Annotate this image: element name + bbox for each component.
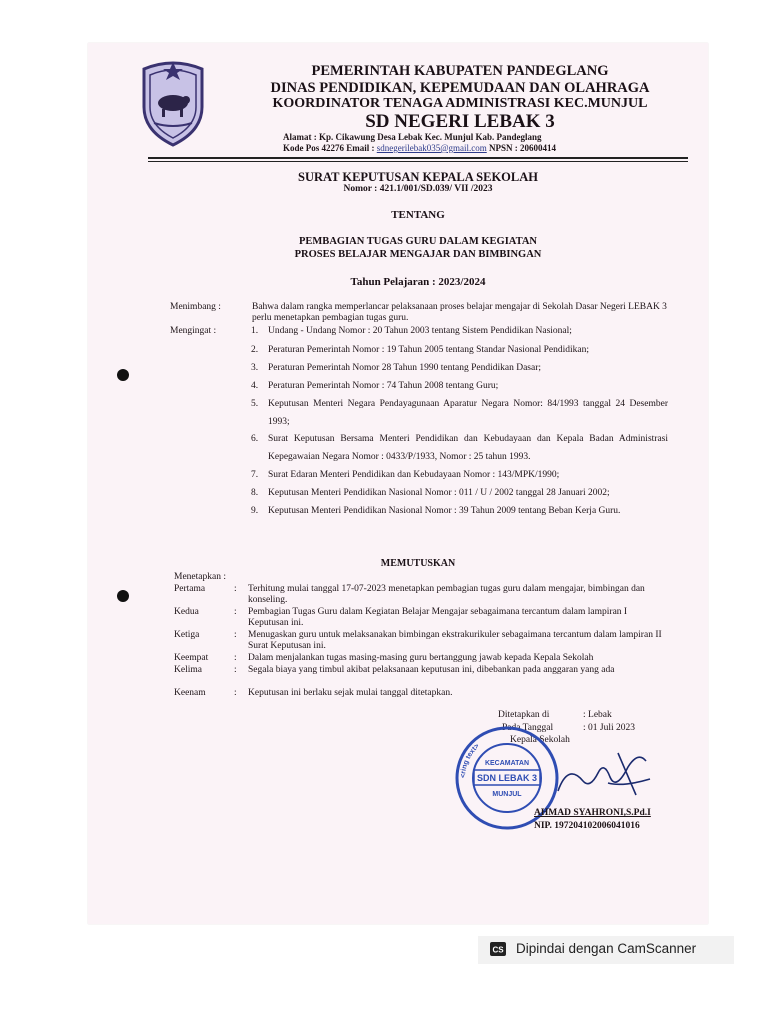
mengingat-item-4: Peraturan Pemerintah Nomor : 74 Tahun 2008 tentang Guru; [268, 381, 499, 391]
mengingat-item-7: Surat Edaran Menteri Pendidikan dan Kebudayaan Nomor : 143/MPK/1990; [268, 470, 560, 480]
decision-text-keenam: Keputusan ini berlaku sejak mulai tanggal ditetapkan. [248, 688, 453, 698]
menetapkan-label: Menetapkan : [174, 572, 226, 582]
stamp-ring-text: <ring text> [459, 742, 481, 779]
decision-label-pertama: Pertama [174, 584, 206, 594]
tentang-heading: TENTANG [391, 209, 445, 221]
ditetapkan-value: : Lebak [583, 710, 612, 720]
signatory-nip: NIP. 197204102006041016 [534, 821, 640, 831]
mengingat-num-9: 9. [251, 506, 259, 516]
footer-text: Dipindai dengan CamScanner [516, 941, 697, 956]
menimbang-label: Menimbang : [170, 302, 221, 312]
decision-colon: : [234, 630, 237, 640]
mengingat-num-6: 6. [251, 434, 259, 444]
ditetapkan-label: Ditetapkan di [498, 710, 550, 720]
pandeglang-emblem-icon [136, 59, 210, 147]
decision-colon: : [234, 665, 237, 675]
decision-label-keenam: Keenam [174, 688, 206, 698]
memutuskan-heading: MEMUTUSKAN [380, 558, 456, 569]
school-name: SD NEGERI LEBAK 3 [365, 111, 555, 132]
camscanner-logo-icon [490, 942, 506, 956]
document-number: Nomor : 421.1/001/SD.039/ VII /2023 [343, 184, 493, 194]
camscanner-footer [478, 936, 734, 964]
school-address: Alamat : Kp. Cikawung Desa Lebak Kec. Munjul Kab. Pandeglang [283, 132, 542, 142]
letterhead-rule-thin [148, 161, 688, 162]
subject-line-1: PEMBAGIAN TUGAS GURU DALAM KEGIATAN [298, 236, 537, 247]
mengingat-item-6: Surat Keputusan Bersama Menteri Pendidikan dan Kebudayaan dan Kepala Badan Administrasi Kepegawaian Negara Nomor : 0433/P/1933, Nomor : 25 tahun 1993. [268, 434, 668, 462]
letterhead [88, 43, 708, 163]
decision-colon: : [234, 607, 237, 617]
tanggal-value: : 01 Juli 2023 [583, 723, 635, 733]
decision-text-kelima: Segala biaya yang timbul akibat pelaksanaan keputusan ini, dibebankan pada anggaran yang ada [248, 665, 615, 675]
decision-label-kelima: Kelima [174, 665, 202, 675]
mengingat-num-7: 7. [251, 470, 259, 480]
decision-label-keempat: Keempat [174, 653, 209, 663]
letterhead-line-2: DINAS PENDIDIKAN, KEPEMUDAAN DAN OLAHRAGA [270, 80, 650, 96]
mengingat-item-2: Peraturan Pemerintah Nomor : 19 Tahun 2005 tentang Standar Nasional Pendidikan; [268, 345, 590, 355]
school-contact [283, 143, 556, 153]
mengingat-num-5: 5. [251, 399, 259, 409]
academic-year: Tahun Pelajaran : 2023/2024 [350, 276, 486, 288]
stamp-center-text: SDN LEBAK 3 [476, 773, 538, 783]
decision-label-ketiga: Ketiga [174, 630, 200, 640]
mengingat-item-1: Undang - Undang Nomor : 20 Tahun 2003 tentang Sistem Pendidikan Nasional; [268, 326, 572, 336]
decision-colon: : [234, 584, 237, 594]
mengingat-item-9: Keputusan Menteri Pendidikan Nasional Nomor : 39 Tahun 2009 tentang Beban Kerja Guru. [268, 506, 621, 516]
tanggal-label: Pada Tanggal [502, 723, 554, 733]
handwritten-signature-icon [548, 743, 658, 803]
mengingat-num-3: 3. [251, 363, 259, 373]
decision-text-pertama: Terhitung mulai tanggal 17-07-2023 menetapkan pembagian tugas guru dalam mengajar, bimbingan dan konseling. [248, 584, 645, 605]
letterhead-rule-thick [148, 157, 688, 159]
menimbang-text: Bahwa dalam rangka memperlancar pelaksanaan proses belajar mengajar di Sekolah Dasar Negeri LEBAK 3 perlu menetapkan pembagian tugas guru. [252, 302, 667, 323]
npsn: NPSN : 20600414 [489, 143, 557, 153]
document-title: SURAT KEPUTUSAN KEPALA SEKOLAH [298, 170, 538, 184]
mengingat-item-8: Keputusan Menteri Pendidikan Nasional Nomor : 011 / U / 2002 tanggal 28 Januari 2002; [268, 488, 610, 498]
decision-text-ketiga: Menugaskan guru untuk melaksanakan bimbingan ekstrakurikuler sebagaimana tercantum dalam lampiran II Surat Keputusan ini. [248, 630, 662, 651]
decision-colon: : [234, 653, 237, 663]
letterhead-line-1: PEMERINTAH KABUPATEN PANDEGLANG [311, 63, 609, 79]
punch-hole [117, 369, 129, 381]
punch-hole [117, 590, 129, 602]
document-page [88, 43, 708, 924]
mengingat-item-3: Peraturan Pemerintah Nomor 28 Tahun 1990 tentang Pendidikan Dasar; [268, 363, 542, 373]
letterhead-line-3: KOORDINATOR TENAGA ADMINISTRASI KEC.MUNJUL [272, 96, 648, 111]
subject-line-2: PROSES BELAJAR MENGAJAR DAN BIMBINGAN [294, 249, 542, 260]
decision-colon: : [234, 688, 237, 698]
mengingat-label: Mengingat : [170, 326, 217, 336]
mengingat-num-1: 1. [251, 326, 259, 336]
mengingat-num-4: 4. [251, 381, 259, 391]
postal-code: Kode Pos 42276 Email : [283, 143, 375, 153]
svg-text:CS: CS [492, 945, 504, 955]
decision-text-keempat: Dalam menjalankan tugas masing-masing guru bertanggung jawab kepada Kepala Sekolah [248, 653, 594, 663]
email-link[interactable]: sdnegerilebak035@gmail.com [376, 143, 487, 153]
signatory-name: AHMAD SYAHRONI,S.Pd.I [534, 808, 651, 818]
stamp-top-text: KECAMATAN [484, 760, 530, 767]
decision-label-kedua: Kedua [174, 607, 199, 617]
decision-text-kedua: Pembagian Tugas Guru dalam Kegiatan Belajar Mengajar sebagaimana tercantum dalam lampiran I Keputusan ini. [248, 607, 628, 628]
jabatan: Kepala Sekolah [510, 735, 570, 745]
stamp-bottom-text: MUNJUL [492, 791, 522, 798]
mengingat-item-5: Keputusan Menteri Negara Pendayagunaan Aparatur Negara Nomor: 84/1993 tanggal 24 Desember 1993; [268, 399, 668, 427]
mengingat-num-8: 8. [251, 488, 259, 498]
mengingat-num-2: 2. [251, 345, 259, 355]
